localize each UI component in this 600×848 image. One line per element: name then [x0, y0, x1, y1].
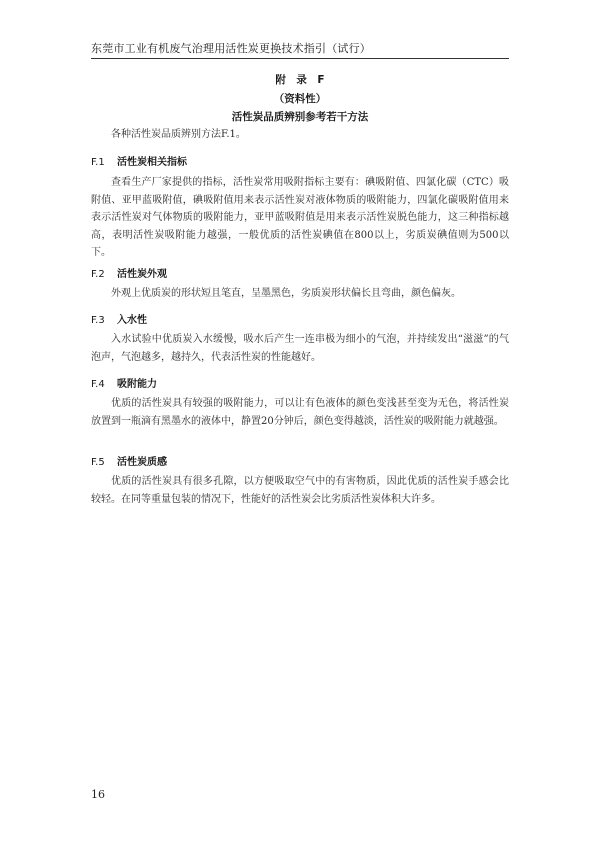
section-paragraph-f1: 查看生产厂家提供的指标，活性炭常用吸附指标主要有：碘吸附值、四氯化碳（CTC）吸附值、亚甲蓝吸附值，碘吸附值用来表示活性炭对液体物质的吸附能力，四氯化碳吸附值用来表示活性炭对气体物质的吸附能力，亚甲蓝吸附值是用来表示活性炭脱色能力，这三种指标越高，表明活性炭吸附能力越强，一般优质的活性炭碘值在800以上，劣质炭碘值则为500以下。 [91, 177, 509, 258]
appendix-title: 活性炭品质辨别参考若干方法 [231, 111, 369, 123]
section-paragraph-f4: 优质的活性炭具有较强的吸附能力，可以让有色液体的颜色变浅甚至变为无色，将活性炭放置到一瓶滴有黑墨水的液体中，静置20分钟后，颜色变得越淡，活性炭的吸附能力就越强。 [91, 398, 509, 427]
section-number: F.3 [91, 315, 105, 326]
section-heading-f1 [91, 153, 187, 168]
intro-paragraph: 各种活性炭品质辨别方法F.1。 [111, 129, 246, 140]
running-header-title: 东莞市工业有机废气治理用活性炭更换技术指引（试行） [91, 42, 371, 55]
section-number: F.2 [91, 269, 105, 280]
section-title: 吸附能力 [117, 379, 157, 390]
section-paragraph-f2: 外观上优质炭的形状短且笔直，呈墨黑色，劣质炭形状偏长且弯曲，颜色偏灰。 [111, 288, 461, 299]
appendix-label: 附 录 F [275, 74, 325, 86]
appendix-type: （资料性） [273, 93, 327, 105]
section-heading-f2 [91, 265, 167, 280]
section-title: 入水性 [117, 315, 147, 326]
section-number: F.4 [91, 379, 105, 390]
section-number: F.5 [91, 457, 105, 468]
section-paragraph-f5: 优质的活性炭具有很多孔隙，以方便吸取空气中的有害物质，因此优质的活性炭手感会比较轻。在同等重量包装的情况下，性能好的活性炭会比劣质活性炭体积大许多。 [91, 476, 509, 505]
section-paragraph-f3: 入水试验中优质炭入水缓慢，吸水后产生一连串极为细小的气泡，并持续发出“滋滋”的气泡声，气泡越多，越持久，代表活性炭的性能越好。 [91, 334, 509, 363]
section-number: F.1 [91, 157, 105, 168]
section-title: 活性炭外观 [117, 269, 167, 280]
section-title: 活性炭质感 [117, 457, 167, 468]
section-heading-f5 [91, 453, 167, 468]
section-heading-f3 [91, 311, 147, 326]
page-number: 16 [91, 788, 105, 801]
header-divider [91, 58, 509, 59]
section-heading-f4 [91, 375, 157, 390]
section-title: 活性炭相关指标 [117, 157, 187, 168]
